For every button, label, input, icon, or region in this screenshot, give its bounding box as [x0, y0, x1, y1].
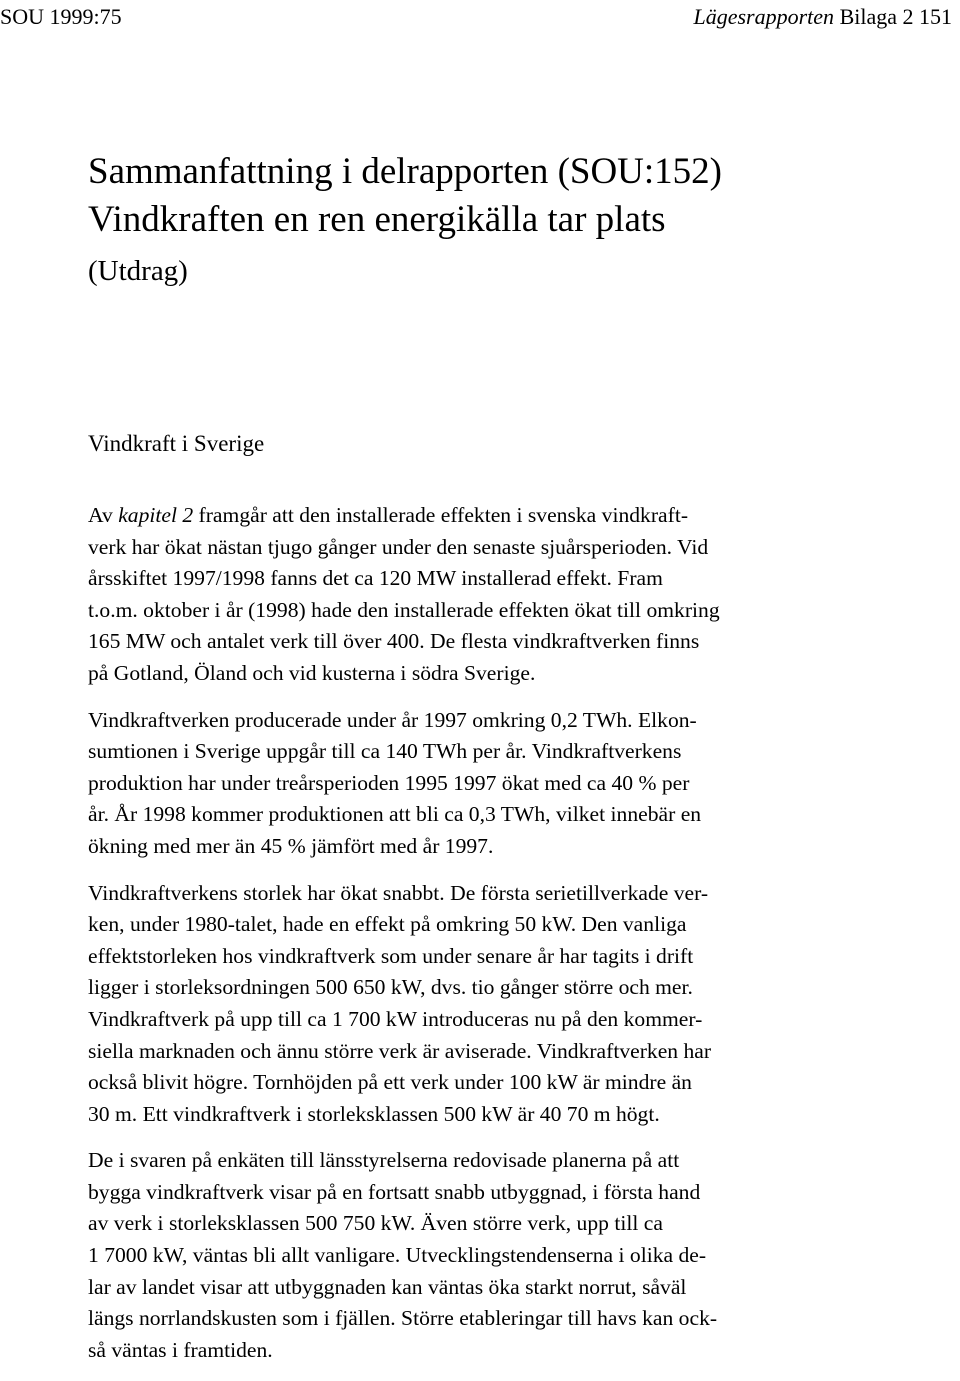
page-header: [0, 0, 960, 34]
text-line: effektstorleken hos vindkraftverk som under senare år har tagits i drift: [88, 943, 694, 968]
appendix-label: Bilaga 2: [839, 4, 914, 29]
text-line: lar av landet visar att utbyggnaden kan väntas öka starkt norrut, såväl: [88, 1274, 687, 1299]
text-line: sumtionen i Sverige uppgår till ca 140 TWh per år. Vindkraftverkens: [88, 739, 682, 764]
header-right: [694, 0, 953, 34]
text-line: Vindkraftverk på upp till ca 1 700 kW introduceras nu på den kommer-: [88, 1006, 703, 1031]
text-line: De i svaren på enkäten till länsstyrelserna redovisade planerna på att: [88, 1148, 680, 1173]
text-line: år. År 1998 kommer produktionen att bli ca 0,3 TWh, vilket innebär en: [88, 802, 702, 827]
text-line: ökning med mer än 45 % jämfört med år 1997.: [88, 833, 494, 858]
paragraph-3: [88, 878, 888, 1131]
text-line: bygga vindkraftverk visar på en fortsatt snabb utbyggnad, i första hand: [88, 1179, 701, 1204]
text-line: Av kapitel 2 framgår att den installerade effekten i svenska vindkraft-: [88, 503, 689, 527]
body-text: [88, 500, 888, 1381]
text-line: på Gotland, Öland och vid kusterna i södra Sverige.: [88, 660, 536, 685]
text-line: t.o.m. oktober i år (1998) hade den installerade effekten ökat till omkring: [88, 597, 720, 622]
paragraph-2: [88, 705, 888, 863]
subtitle: (Utdrag): [88, 255, 188, 287]
text-line: 1 7000 kW, väntas bli allt vanligare. Utvecklingstendenserna i olika de-: [88, 1243, 707, 1268]
text-line: också blivit högre. Tornhöjden på ett verk under 100 kW är mindre än: [88, 1070, 692, 1095]
paragraph-1: [88, 500, 888, 690]
section-name: Lägesrapporten: [693, 4, 835, 29]
text-line: så väntas i framtiden.: [88, 1337, 273, 1362]
text-line: 165 MW och antalet verk till över 400. De flesta vindkraftverken finns: [88, 629, 700, 654]
page-title: [88, 148, 928, 244]
text-line: 30 m. Ett vindkraftverk i storleksklassen 500 kW är 40 70 m högt.: [88, 1101, 660, 1126]
text-line: verk har ökat nästan tjugo gånger under den senaste sjuårsperioden. Vid: [88, 534, 709, 559]
section-heading: Vindkraft i Sverige: [88, 431, 265, 456]
emphasis: kapitel 2: [118, 503, 194, 527]
text-line: Vindkraftverkens storlek har ökat snabbt. De första serietillverkade ver-: [88, 880, 709, 905]
title-line-1: Sammanfattning i delrapporten (SOU:152): [88, 151, 723, 192]
text-line: längs norrlandskusten som i fjällen. Större etableringar till havs kan ock-: [88, 1306, 718, 1331]
text-line: Vindkraftverken producerade under år 1997 omkring 0,2 TWh. Elkon-: [88, 707, 697, 732]
paragraph-4: [88, 1145, 888, 1366]
text-line: siella marknaden och ännu större verk är aviserade. Vindkraftverken har: [88, 1038, 712, 1063]
text-line: av verk i storleksklassen 500 750 kW. Även större verk, upp till ca: [88, 1211, 663, 1236]
page-number: 151: [919, 4, 952, 29]
text-line: ligger i storleksordningen 500 650 kW, dvs. tio gånger större och mer.: [88, 975, 693, 1000]
document-id: SOU 1999:75: [0, 4, 122, 29]
text-line: produktion har under treårsperioden 1995 1997 ökat med ca 40 % per: [88, 770, 690, 795]
text-line: ken, under 1980-talet, hade en effekt på omkring 50 kW. Den vanliga: [88, 912, 687, 937]
title-line-2: Vindkraften en ren energikälla tar plats: [88, 199, 666, 240]
text-line: årsskiftet 1997/1998 fanns det ca 120 MW installerad effekt. Fram: [88, 566, 663, 591]
